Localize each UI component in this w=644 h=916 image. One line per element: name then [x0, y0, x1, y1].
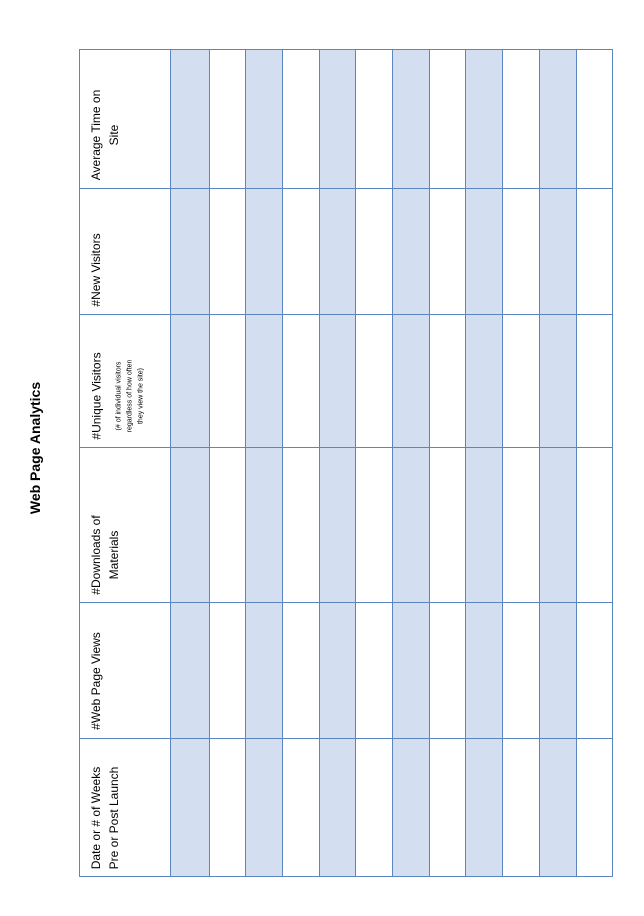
- column-header-line: #New Visitors: [89, 232, 103, 307]
- column-header-line: #Downloads of: [89, 514, 103, 595]
- table-row: [429, 49, 465, 877]
- table-row: [209, 49, 245, 877]
- column-header-line: #Unique Visitors: [89, 351, 103, 440]
- column-header: [87, 89, 123, 180]
- column-header: [87, 766, 123, 869]
- column-header: [87, 233, 105, 306]
- column-header-line: Pre or Post Launch: [107, 766, 121, 869]
- column-header: [87, 515, 123, 594]
- column-header-line: #Web Page Views: [89, 632, 103, 730]
- column-header-line: Site: [107, 124, 121, 145]
- header-cell: [79, 188, 170, 314]
- table-row: [282, 49, 319, 877]
- table-row: [576, 49, 613, 877]
- column-header-line: Date or # of Weeks: [89, 766, 103, 869]
- table-row: [465, 49, 502, 877]
- analytics-table: [79, 49, 613, 877]
- table-row: [539, 49, 576, 877]
- page-title: Web Page Analytics: [27, 381, 43, 515]
- table-row: [170, 49, 209, 877]
- header-cell: [79, 49, 170, 188]
- column-header-note: (# of individual visitors regardless of how often they view the site): [115, 359, 144, 432]
- header-cell: [79, 738, 170, 877]
- column-header-line: Average Time on: [89, 89, 103, 180]
- table-row: [319, 49, 355, 877]
- header-cell: [79, 602, 170, 738]
- table-row: [355, 49, 392, 877]
- table-row: [392, 49, 429, 877]
- column-header: [87, 632, 105, 730]
- column-header-line: Materials: [107, 530, 121, 579]
- header-cell: [79, 447, 170, 602]
- column-header: [87, 352, 146, 439]
- table-row: [245, 49, 282, 877]
- header-cell: [79, 314, 170, 447]
- table-row: [502, 49, 539, 877]
